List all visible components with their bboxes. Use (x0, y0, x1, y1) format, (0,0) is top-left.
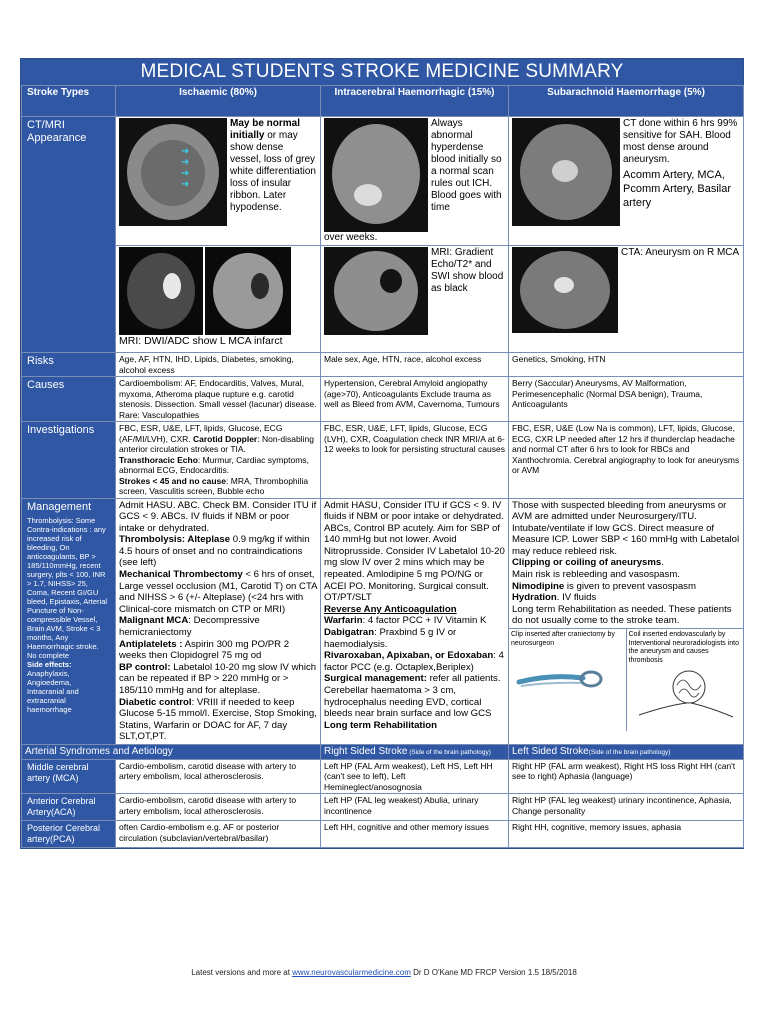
mg-isch-1: Admit HASU. ABC. Check BM. Consider ITU if GCS < 9. ABCs. IV fluids if NBM or poor intake or dehydrated. (119, 499, 317, 534)
management-sah (509, 498, 744, 744)
isch-mri-cell (116, 246, 321, 353)
left-sided-sub: (Side of the brain pathology) (588, 748, 671, 756)
management-row (22, 498, 744, 744)
mg-isch-5c: Aspirin 300 mg PO/PR 2 weeks then Clopidogrel 75 mg od (119, 638, 290, 662)
inv-isch-2b: Transthoracic Echo (119, 454, 198, 465)
clip-caption: Clip inserted after craniectomy by neurosurgeon (511, 631, 615, 647)
artery-name: Anterior Cerebral Artery(ACA) (22, 794, 116, 821)
footer-suffix: Dr D O'Kane MD FRCP Version 1.5 18/5/2018 (410, 968, 577, 977)
right-sided-header (321, 744, 509, 759)
mg-ich-6c: refer all patients. Cerebellar haematoma > 3 cm, hydrocephalus needing EVD, cortical bleeds near brain surface and low GCS (324, 673, 501, 720)
clip-coil-box (509, 628, 743, 731)
mg-isch-7c: : VRIII if needed to keep Glucose 5-15 mmol/l. Exercise, Stop Smoking, Statins, Warfarin or DOAC for AF, 7 day SLT,OT,PT. (119, 696, 317, 743)
mg-isch-3b: Mechanical Thrombectomy (119, 569, 243, 581)
mg-isch-4b: Malignant MCA (119, 615, 189, 627)
artery-left: Right HP (FAL arm weakest), Right HS loss Right HH (can't see to right) Aphasia (language) (509, 759, 744, 794)
table-row (22, 794, 744, 821)
thrombolysis-contraindications: Thrombolysis: Some Contra-indications : any increased risk of bleeding, On anticoagulants, BP > 185/110mmHg, recent surgery, plts < 100, INR > 1.7, NIHSS> 25, Coma, Recent GI/GU bleed, Epistaxis, Arterial Puncture of Non-compressible Vessel, Brain AVM, Stroke < 3 months, Any Haemorrhagic stroke. No complete (27, 515, 108, 660)
header-row (22, 86, 744, 117)
mg-ich-4b: Dabigatran (324, 627, 375, 639)
summary-table (21, 85, 744, 848)
artery-left: Right HP (FAL leg weakest) urinary incontinence, Aphasia, Change personality (509, 794, 744, 821)
mg-sah-6: Long term Rehabilitation as needed. These patients do not usually come to the stroke team. (512, 603, 732, 627)
mg-ich-3b: Warfarin (324, 615, 363, 627)
mg-isch-2c: 0.9 mg/kg if within 4.5 hours of onset and no contraindications (see left) (119, 534, 310, 569)
mg-sah-5c: . IV fluids (556, 592, 597, 604)
risks-row (22, 353, 744, 377)
ctmri-row (22, 117, 744, 246)
right-sided-title: Right Sided Stroke (324, 745, 408, 757)
mg-ich-6b: Surgical management: (324, 673, 427, 685)
inv-isch-1: FBC, ESR, U&E, LFT, lipids, Glucose, ECG (AF/MI/LVH), CXR. (119, 423, 283, 444)
risks-sah: Genetics, Smoking, HTN (509, 353, 744, 377)
management-label: Management (27, 500, 92, 513)
investigations-label: Investigations (22, 422, 116, 499)
artery-right: Left HP (FAL Arm weakest), Left HS, Left HH (can't see to left), Left Hemineglect/anosognosia (321, 759, 509, 794)
arrow-icon: ➜ ➜ ➜ ➜ (181, 146, 190, 190)
summary-sheet (20, 58, 744, 849)
side-effects-text: Anaphylaxis, Angioedema, Intracranial and extracranial haemorrhage (27, 668, 79, 714)
stroke-types-header: Stroke Types (22, 86, 116, 117)
mg-ich-3c: : 4 factor PCC + IV Vitamin K (362, 615, 487, 627)
sah-ct-text: CT done within 6 hrs 99% sensitive for SAH. Blood most dense around aneurysm. (623, 118, 738, 165)
aneurysm-clip-icon (511, 648, 611, 708)
isch-ct-bold: May be normal initially (230, 118, 301, 141)
page-title: MEDICAL STUDENTS STROKE MEDICINE SUMMARY (21, 59, 743, 85)
investigations-isch (116, 422, 321, 499)
ich-ct-image (324, 118, 428, 232)
sah-cta-cell (509, 246, 744, 353)
investigations-ich: FBC, ESR, U&E, LFT, lipids, Glucose, ECG (LVH), CXR, Coagulation check INR MRI/A at 6-12 weeks to look for persisting structural causes (321, 422, 509, 499)
risks-label: Risks (22, 353, 116, 377)
adc-image (205, 247, 291, 335)
mg-ich-6d: Long term Rehabilitation (324, 719, 437, 731)
management-label-cell (22, 498, 116, 744)
mg-isch-6b: BP control: (119, 661, 171, 673)
sah-header: Subarachnoid Haemorrhage (5%) (509, 86, 744, 117)
ischaemic-header: Ischaemic (80%) (116, 86, 321, 117)
artery-right: Left HH, cognitive and other memory issues (321, 821, 509, 848)
table-row (22, 759, 744, 794)
mg-ich-4c: : Praxbind 5 g IV or haemodialysis. (324, 627, 457, 650)
side-effects-label: Side effects: (27, 659, 72, 669)
mg-ich-1: Admit HASU, Consider ITU if GCS < 9. IV fluids if NBM or poor intake or dehydrated. ABCs, Control BP acutely. Aim for SBP of 140 mmHg but not lower. Avoid Nitroprusside. Consider IV Labetalol 10-20 mg slow IV over 2 mins which may be repeated. Amlodipine 5 mg PO/NG or ACEI PO. Monitoring. Surgical consult. OT/PT/SLT (324, 499, 505, 604)
isch-ct-cell (116, 117, 321, 246)
artery-aetiology: Cardio-embolism, carotid disease with artery to artery embolism, local atherosclerosis. (116, 759, 321, 794)
sah-cta-image (512, 247, 618, 333)
mg-sah-4b: Nimodipine (512, 580, 565, 592)
artery-name: Posterior Cerebral artery(PCA) (22, 821, 116, 848)
dwi-image (119, 247, 203, 335)
mg-sah-5b: Hydration (512, 592, 557, 604)
ich-ct-text: Always abnormal hyperdense blood initially so a normal scan rules out ICH. Blood goes with time (431, 118, 502, 213)
mg-isch-2b: Thrombolysis: Alteplase (119, 534, 231, 546)
table-row (22, 821, 744, 848)
artery-right: Left HP (FAL leg weakest) Abulia, urinary incontinence (321, 794, 509, 821)
ich-mri-text: MRI: Gradient Echo/T2* and SWI show blood as black (431, 247, 504, 294)
investigations-sah: FBC, ESR, U&E (Low Na is common), LFT, lipids, Glucose, ECG, CXR LP needed after 12 hrs if thunderclap headache and normal CT after 6 hrs to look for RBCs and Xanthochromia. Cerebral angiography to look for aneurysms or AVM (509, 422, 744, 499)
isch-ct-image (119, 118, 227, 226)
mg-ich-5c: : 4 factor PCC (e.g. Octaplex,Beriplex) (324, 650, 504, 673)
mg-sah-3: Main risk is rebleeding and vasospasm. (512, 569, 680, 581)
mg-isch-7b: Diabetic control (119, 696, 192, 708)
mg-sah-1: Those with suspected bleeding from aneurysms or AVM are admitted under Neurosurgery/ITU. Intubate/ventilate if low GCS. Direct measure of Measure ICP. Lower SBP < 160 mmHg with Labetalol may reduce rebleed risk. (512, 499, 740, 557)
investigations-row (22, 422, 744, 499)
risks-isch: Age, AF, HTN, IHD, Lipids, Diabetes, smoking, alcohol excess (116, 353, 321, 377)
management-ich (321, 498, 509, 744)
mg-isch-6c: Labetalol 10-20 mg slow IV which can be repeated if BP > 220 mmHg or > 185/110 mmHg and for alteplase. (119, 661, 317, 696)
artery-name: Middle cerebral artery (MCA) (22, 759, 116, 794)
mg-sah-4c: is given to prevent vasospasm (564, 580, 696, 592)
left-sided-title: Left Sided Stroke (512, 745, 589, 757)
causes-isch: Cardioembolism: AF, Endocarditis, Valves, Mural, myxoma, Atheroma plaque rupture e.g. carotid stenosis. Dissection. Small vessel (lacunar) disease. Rare: Vasculopathies (116, 377, 321, 422)
risks-ich: Male sex, Age, HTN, race, alcohol excess (321, 353, 509, 377)
ich-ct-tail: over weeks. (324, 232, 378, 243)
artery-left: Right HH, cognitive, memory issues, aphasia (509, 821, 744, 848)
footer-link[interactable]: www.neurovascularmedicine.com (292, 968, 411, 977)
left-sided-header (509, 744, 744, 759)
ich-mri-cell (321, 246, 509, 353)
ich-header: Intracerebral Haemorrhagic (15%) (321, 86, 509, 117)
sah-ct-image (512, 118, 620, 226)
sah-arteries: Acomm Artery, MCA, Pcomm Artery, Basilar artery (623, 169, 731, 209)
footer (0, 968, 768, 977)
mg-isch-3c: < 6 hrs of onset, Large vessel occlusion (M1, Carotid T) on CTA and NIHSS > 6 (+/- Alteplase) (<24 hrs with Clinical-core mismatch on CTP or MRI) (119, 569, 317, 615)
inv-isch-3b: Strokes < 45 and no cause (119, 475, 227, 486)
artery-aetiology: Cardio-embolism, carotid disease with artery to artery embolism, local atherosclerosis. (116, 794, 321, 821)
ctmri-label: CT/MRI Appearance (22, 117, 116, 353)
mg-isch-4c: : Decompressive hemicraniectomy (119, 615, 260, 639)
mg-ich-2b: Reverse Any Anticoagulation (324, 603, 457, 615)
coil-caption: Coil inserted endovascularly by Interventional neuroradiologists into the aneurysm and causes thrombosis (628, 631, 740, 664)
mg-isch-5b: Antiplatelets : (119, 638, 183, 650)
isch-ct-text: or may show dense vessel, loss of grey white differentiation loss of insular ribbon. Later hypodense. (230, 130, 316, 213)
inv-isch-3c: : MRA, Thrombophilia screen, Vasculitis screen, Bubble echo (119, 475, 309, 496)
causes-sah: Berry (Saccular) Aneurysms, AV Malformation, Perimesencephalic (Normal DSA benign), Trauma, Anticoagulants (509, 377, 744, 422)
artery-aetiology: often Cardio-embolism e.g. AF or posterior circulation (subclavian/vertebral/basilar) (116, 821, 321, 848)
sah-ct-cell (509, 117, 744, 246)
mg-sah-2b: Clipping or coiling of aneurysms (512, 557, 662, 569)
causes-label: Causes (22, 377, 116, 422)
right-sided-sub: (Side of the brain pathology) (407, 748, 491, 756)
mg-ich-5b: Rivaroxaban, Apixaban, or Edoxaban (324, 650, 494, 662)
isch-mri-caption: MRI: DWI/ADC show L MCA infarct (119, 335, 283, 347)
arterial-label: Arterial Syndromes and Aetiology (22, 744, 321, 759)
aneurysm-coil-icon (629, 665, 739, 725)
ich-mri-image (324, 247, 428, 335)
arterial-header-row (22, 744, 744, 759)
management-isch (116, 498, 321, 744)
mg-sah-2c: . (661, 557, 664, 569)
mri-row (22, 246, 744, 353)
footer-prefix: Latest versions and more at (191, 968, 293, 977)
sah-cta-text: CTA: Aneurysm on R MCA (621, 247, 740, 258)
causes-ich: Hypertension, Cerebral Amyloid angiopathy (age>70), Anticoagulants Exclude trauma as well as Bleed from AVM, Cavernoma, Tumours (321, 377, 509, 422)
causes-row (22, 377, 744, 422)
ich-ct-cell (321, 117, 509, 246)
inv-isch-2c: : Murmur, Cardiac symptoms, abnormal ECG, Endocarditis. (119, 454, 309, 475)
inv-isch-1b: Carotid Doppler (193, 433, 258, 444)
inv-isch-1c: : Non-disabling anterior circulation strokes or TIA. (119, 433, 314, 454)
